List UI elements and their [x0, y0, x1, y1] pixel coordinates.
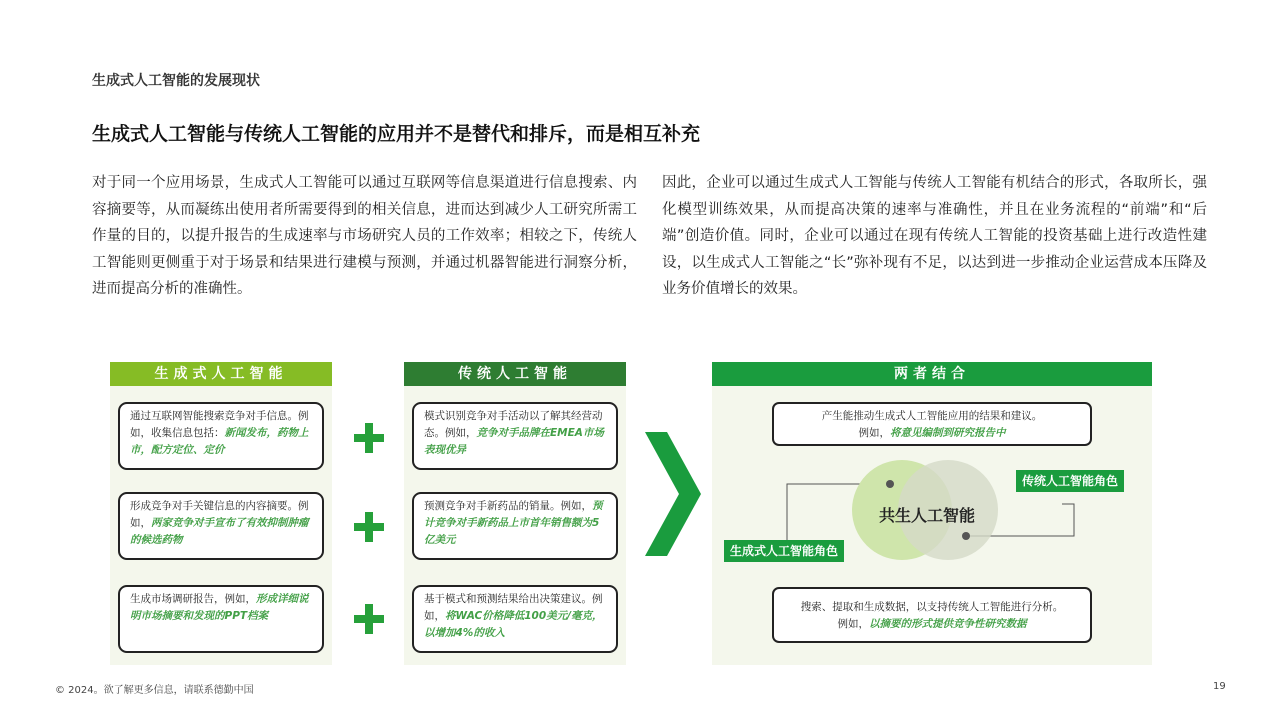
card-text: 基于模式和预测结果给出决策建议。例如，: [424, 593, 603, 622]
headline: 生成式人工智能与传统人工智能的应用并不是替代和排斥，而是相互补充: [92, 123, 701, 145]
footer-copyright: © 2024。欲了解更多信息，请联系德勤中国: [55, 685, 254, 696]
card-highlight: 预计竞争对手新药品上市首年销售额为5亿美元: [424, 500, 603, 546]
card-text: 形成竞争对手关键信息的内容摘要。例如，: [130, 500, 309, 529]
combined-header: 两者结合: [712, 362, 1152, 386]
combined-column: [712, 362, 1152, 665]
traditional-ai-card-2: [412, 492, 618, 560]
traditional-ai-column: [404, 362, 626, 665]
paragraph-left: 对于同一个应用场景，生成式人工智能可以通过互联网等信息渠道进行信息搜索、内容摘要等，从而凝练出使用者所需要得到的相关信息，进而达到减少人工研究所需工作量的目的，以提升报告的生成速率与市场研究人员的工作效率；相较之下，传统人工智能则更侧重于对于场景和结果进行建模与预测，并通过机器智能进行洞察分析，进而提高分析的准确性。: [92, 175, 637, 297]
traditional-ai-card-3: [412, 585, 618, 653]
bottom-card-example-prefix: 例如，: [837, 618, 869, 630]
card-highlight: 将WAC价格降低100美元/毫克，以增加4%的收入: [424, 610, 603, 639]
top-card-text: 产生能推动生成式人工智能应用的结果和建议。: [821, 410, 1043, 422]
bottom-card-highlight: 以摘要的形式提供竞争性研究数据: [869, 618, 1027, 630]
gen-ai-card-1: [118, 402, 324, 470]
chevron-right-icon: [645, 432, 701, 556]
card-text: 通过互联网智能搜索竞争对手信息。例如，收集信息包括：: [130, 410, 309, 439]
role-generative-tag: 生成式人工智能角色: [724, 540, 844, 562]
center-label: 共生人工智能: [878, 506, 975, 525]
page-number: 19: [1213, 681, 1226, 692]
gen-ai-header: 生成式人工智能: [110, 362, 332, 386]
plus-icon: [354, 604, 384, 634]
role-traditional-tag: 传统人工智能角色: [1016, 470, 1124, 492]
card-text: 模式识别竞争对手活动以了解其经营动态。例如，: [424, 410, 603, 439]
top-card-highlight: 将意见编制到研究报告中: [890, 427, 1006, 439]
card-highlight: 形成详细说明市场摘要和发现的PPT档案: [130, 593, 309, 622]
gen-ai-card-3: [118, 585, 324, 653]
card-highlight: 竞争对手品牌在EMEA市场表现优异: [424, 427, 604, 456]
combined-bottom-card: [772, 587, 1092, 643]
paragraph-right: 因此，企业可以通过生成式人工智能与传统人工智能有机结合的形式，各取所长，强化模型训练效果，从而提高决策的速率与准确性，并且在业务流程的“前端”和“后端”创造价值。同时，企业可以通过在现有传统人工智能的投资基础上进行改造性建设，以生成式人工智能之“长”弥补现有不足，以达到进一步推动企业运营成本压降及业务价值增长的效果。: [662, 175, 1207, 297]
top-card-example-prefix: 例如，: [858, 427, 890, 439]
bottom-card-text: 搜索、提取和生成数据，以支持传统人工智能进行分析。: [800, 601, 1064, 613]
section-title: 生成式人工智能的发展现状: [92, 73, 260, 89]
card-highlight: 两家竞争对手宣布了有效抑制肿瘤的候选药物: [130, 517, 309, 546]
plus-icon: [354, 512, 384, 542]
traditional-ai-card-1: [412, 402, 618, 470]
card-text: 生成市场调研报告，例如，: [130, 593, 256, 605]
card-text: 预测竞争对手新药品的销量。例如，: [424, 500, 592, 512]
gen-ai-card-2: [118, 492, 324, 560]
card-highlight: 新闻发布，药物上市，配方定位、定价: [130, 427, 309, 456]
plus-icon: [354, 423, 384, 453]
traditional-ai-header: 传统人工智能: [404, 362, 626, 386]
gen-ai-column: [110, 362, 332, 665]
